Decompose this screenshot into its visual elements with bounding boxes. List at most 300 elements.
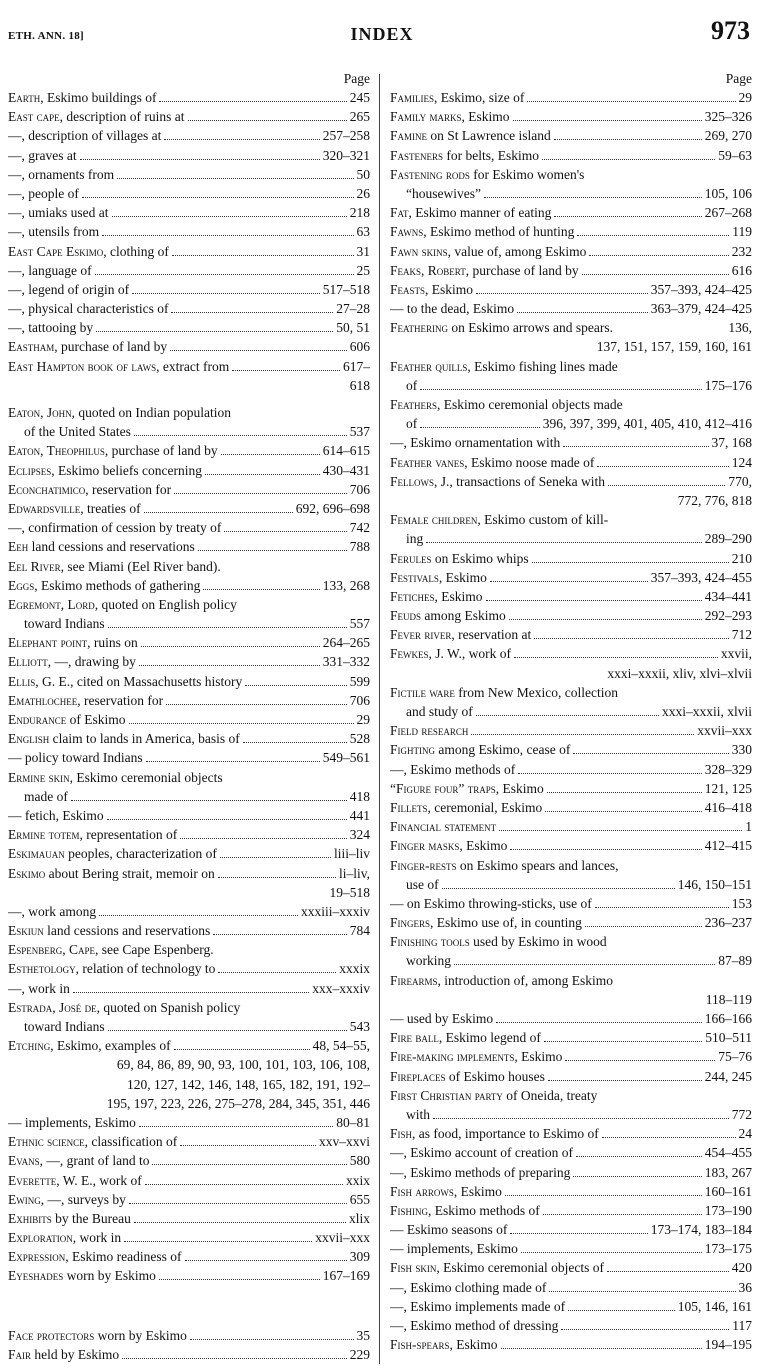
entry-description: among Eskimo, cease of	[435, 742, 571, 758]
entry-description: , as food, importance to Eskimo of	[412, 1126, 599, 1142]
entry-description: worn by Eskimo	[63, 1268, 156, 1284]
entry-heading: First Christian party	[390, 1087, 503, 1103]
dot-leader	[73, 992, 309, 993]
entry-line	[8, 441, 370, 460]
index-entry	[390, 644, 752, 682]
entry-text	[390, 395, 623, 414]
entry-heading: Espenberg, Cape	[8, 942, 96, 958]
entry-description: , clothing of	[103, 243, 169, 259]
entry-heading: Eggs	[8, 577, 35, 593]
entry-line	[8, 318, 370, 337]
entry-text	[8, 165, 114, 184]
index-entry	[8, 280, 370, 299]
dot-leader	[124, 1241, 312, 1242]
entry-text	[390, 894, 592, 913]
entry-text	[390, 126, 551, 145]
page-ref: 528	[349, 731, 370, 747]
entry-description: — implements, Eskimo	[390, 1241, 518, 1257]
entry-line	[390, 1086, 752, 1105]
entry-description: on Eskimo whips	[431, 550, 529, 566]
page-ref: 617–	[343, 358, 370, 374]
page-ref: 420	[731, 1260, 752, 1276]
entry-description: , Eskimo use of, in counting	[430, 915, 582, 931]
entry-description: , Eskimo	[434, 588, 483, 604]
entry-description: , work of	[92, 1172, 142, 1188]
page-ref: 330	[731, 742, 752, 758]
entry-heading: Feathers	[390, 397, 438, 412]
dot-leader	[132, 293, 320, 294]
page-ref: li–liv,	[338, 865, 370, 881]
entry-text	[390, 280, 473, 299]
entry-description: —, Eskimo methods of	[390, 761, 516, 777]
dot-leader	[80, 159, 320, 160]
index-entry	[390, 817, 752, 836]
index-entry	[390, 971, 752, 1009]
page-ref: 357–393, 424–455	[650, 569, 752, 585]
index-entry	[8, 864, 370, 902]
entry-heading: Ellis, G. E.	[8, 673, 71, 689]
entries-left	[8, 88, 370, 1364]
page-column-label: Page	[725, 71, 752, 86]
entry-description: —, legend of origin of	[8, 281, 130, 297]
dot-leader	[171, 312, 333, 313]
index-entry	[390, 395, 752, 433]
entry-heading: Firearms	[390, 972, 438, 988]
entry-text	[390, 433, 560, 452]
entry-text	[390, 721, 468, 740]
entry-text	[8, 729, 240, 748]
entry-heading: Fish	[390, 1126, 413, 1142]
page-header	[0, 0, 764, 60]
entry-description: about Bering strait, memoir on	[45, 865, 215, 881]
entry-heading: Exhibits	[8, 1210, 52, 1226]
entry-line	[8, 126, 370, 145]
entry-line	[8, 729, 370, 748]
entry-text	[390, 625, 531, 644]
dot-leader	[71, 800, 347, 801]
index-entry	[390, 894, 752, 913]
index-entry	[390, 472, 752, 510]
entry-text	[8, 1036, 171, 1055]
entry-text	[390, 1258, 604, 1277]
entry-line	[8, 480, 370, 499]
dot-leader	[198, 550, 347, 551]
entry-heading: Ermine totem	[8, 827, 80, 843]
dot-leader	[245, 685, 347, 686]
entry-text	[8, 979, 70, 998]
page-ref-continuation: 772, 776, 818	[677, 492, 752, 508]
entry-description: , Eskimo	[461, 109, 510, 125]
index-entry	[390, 625, 752, 644]
index-entry	[8, 357, 370, 395]
entry-heading: Eskiun	[8, 923, 44, 939]
dot-leader	[122, 1358, 347, 1359]
index-entry	[390, 453, 752, 472]
page-ref: 59–63	[718, 147, 752, 163]
page-ref: 245	[349, 90, 370, 105]
dot-leader	[607, 1271, 729, 1272]
entry-heading: Financial statement	[390, 819, 497, 835]
entry-text	[390, 107, 510, 126]
entry-heading: Face protectors	[8, 1327, 95, 1343]
page-ref: 136,	[728, 320, 752, 336]
index-entry	[8, 1113, 370, 1132]
dot-leader	[134, 435, 347, 436]
entry-line	[390, 625, 752, 644]
entry-description: of Oneida, treaty	[502, 1087, 598, 1103]
entry-text	[390, 1124, 599, 1143]
index-entry	[8, 1190, 370, 1209]
page-ref: 418	[349, 788, 370, 804]
entry-line	[390, 971, 752, 990]
dot-leader	[146, 761, 320, 762]
entry-description: , quoted on English policy	[94, 596, 237, 612]
dot-leader	[577, 235, 729, 236]
entry-heading: Fat	[390, 205, 409, 221]
entry-heading: Eskimauan	[8, 846, 65, 862]
index-entry	[390, 1124, 752, 1143]
index-entry	[390, 1047, 752, 1066]
index-entry	[8, 203, 370, 222]
entry-line	[390, 1316, 752, 1335]
entry-description: —, people of	[8, 185, 79, 201]
entry-description: , classification of	[84, 1134, 178, 1150]
page-ref: 160–161	[704, 1183, 752, 1199]
entry-description: , Eskimo, examples of	[50, 1038, 171, 1054]
entry-heading: Fighting	[390, 742, 435, 758]
entry-text: of	[406, 416, 418, 432]
entry-description: on Eskimo spears and lances,	[456, 857, 619, 873]
entry-heading: Estrada, José de	[8, 999, 97, 1015]
index-entry	[390, 1028, 752, 1047]
entry-text	[8, 710, 126, 729]
dot-leader	[117, 178, 353, 179]
index-entry	[390, 836, 752, 855]
entry-description: , reservation at	[451, 627, 532, 643]
entry-line	[8, 1036, 370, 1055]
dot-leader	[213, 934, 347, 935]
page-ref: 454–455	[704, 1145, 752, 1161]
entry-line	[8, 261, 370, 280]
entry-text	[390, 1009, 493, 1028]
entry-text	[8, 940, 214, 959]
page-ref: xxvii–xxx	[697, 723, 752, 739]
entry-text: of	[406, 377, 418, 393]
entry-text	[8, 184, 79, 203]
entry-text	[390, 318, 613, 337]
page-ref: 549–561	[322, 750, 370, 766]
page-ref: 706	[349, 692, 370, 708]
entry-continuation	[8, 614, 370, 633]
entry-description: peoples, characterization of	[64, 846, 217, 862]
entry-continuation	[390, 702, 752, 721]
entry-description: —, description of villages at	[8, 128, 162, 144]
entry-description: worn by Eskimo	[94, 1327, 187, 1343]
entry-text	[8, 691, 163, 710]
entry-text	[390, 932, 607, 951]
index-entry	[8, 844, 370, 863]
entry-continuation	[8, 422, 370, 441]
dot-leader	[180, 838, 346, 839]
index-entry	[8, 806, 370, 825]
page-ref: 614–615	[322, 443, 370, 459]
entry-text	[390, 1201, 540, 1220]
entry-heading: Feather vanes	[390, 454, 465, 470]
entry-description: —, utensils from	[8, 224, 100, 240]
entry-text: and study of	[406, 704, 473, 719]
index-entry	[390, 760, 752, 779]
entry-heading: Fish-spears	[390, 1337, 450, 1353]
entry-text	[390, 817, 496, 836]
entry-text	[8, 998, 240, 1017]
index-entry	[390, 146, 752, 165]
dot-leader	[549, 1291, 735, 1292]
page-ref: 48, 54–55,	[312, 1038, 370, 1054]
entry-description: , Eskimo methods of	[428, 1202, 540, 1218]
entry-heading: Feaks, Robert	[390, 262, 466, 278]
index-entry	[8, 1228, 370, 1247]
entry-heading: Eeh	[8, 539, 29, 555]
index-entry	[8, 184, 370, 203]
dot-leader	[232, 370, 340, 371]
index-entry	[390, 606, 752, 625]
entry-line	[390, 203, 752, 222]
entry-description: , work in	[72, 1230, 122, 1246]
index-entry	[8, 902, 370, 921]
entry-heading: Fishing	[390, 1202, 429, 1218]
entry-line	[390, 1278, 752, 1297]
entry-description: , Eskimo buildings of	[40, 90, 157, 105]
entry-description: for belts, Eskimo	[443, 147, 540, 163]
entry-heading: Festivals	[390, 569, 439, 585]
dot-leader	[486, 600, 702, 601]
dot-leader	[174, 1049, 310, 1050]
entry-description: , Eskimo custom of kill-	[477, 512, 609, 528]
page-ref: 770,	[728, 473, 752, 489]
entry-text	[390, 760, 515, 779]
entry-line	[8, 959, 370, 978]
entry-description: — Eskimo seasons of	[390, 1222, 508, 1238]
entry-text: of the United States	[24, 424, 131, 440]
entry-continuation	[390, 875, 752, 894]
page-ref: xxx–xxxiv	[312, 980, 370, 996]
page-ref: 289–290	[704, 531, 752, 547]
entry-continuation	[390, 184, 752, 203]
page-ref: 175–176	[704, 377, 752, 393]
dot-leader	[139, 665, 320, 666]
entry-line	[8, 146, 370, 165]
dot-leader	[185, 1260, 347, 1261]
entry-text	[8, 557, 221, 576]
entry-text	[8, 107, 185, 126]
dot-leader	[509, 619, 702, 620]
entry-line	[8, 403, 370, 422]
index-entry	[390, 1182, 752, 1201]
index-entry	[8, 672, 370, 691]
dot-leader	[129, 1203, 347, 1204]
dot-leader	[582, 274, 729, 275]
entry-text	[390, 587, 483, 606]
page-ref: 510–511	[705, 1030, 752, 1046]
entries-right	[390, 88, 752, 1354]
page-ref: 80–81	[336, 1114, 370, 1130]
entry-text: working	[406, 953, 451, 969]
entry-text	[8, 518, 221, 537]
entry-heading: Eel River	[8, 558, 61, 574]
entry-line	[8, 242, 370, 261]
page-ref: 105, 146, 161	[677, 1298, 752, 1314]
entry-heading: Esthetology	[8, 961, 76, 977]
page-ref: 784	[349, 923, 370, 939]
entry-text	[8, 633, 138, 652]
entry-text	[8, 748, 143, 767]
entry-description: of Eskimo	[66, 712, 126, 727]
page-ref: 153	[731, 895, 752, 911]
index-entry	[390, 568, 752, 587]
entry-text	[8, 88, 156, 107]
entry-line	[390, 1163, 752, 1182]
entry-line	[390, 856, 752, 875]
entry-line	[390, 433, 752, 452]
entry-description: —, tattooing by	[8, 320, 94, 336]
page-ref: 706	[349, 481, 370, 497]
page-ref: 742	[349, 520, 370, 536]
entry-line	[8, 1228, 370, 1247]
page-ref: 37, 168	[711, 435, 752, 451]
index-entry	[8, 261, 370, 280]
index-entry	[8, 461, 370, 480]
index-column-left	[8, 70, 370, 1364]
entry-line	[8, 557, 370, 576]
index-entry	[390, 299, 752, 318]
entry-description: land cessions and reservations	[43, 923, 211, 939]
dot-leader	[527, 101, 735, 102]
dot-leader	[554, 216, 701, 217]
dot-leader	[505, 1195, 702, 1196]
dot-leader	[532, 562, 729, 563]
entry-text	[8, 576, 200, 595]
dot-leader	[108, 627, 347, 628]
entry-line	[390, 242, 752, 261]
page-ref: 35	[356, 1327, 370, 1343]
page-ref-continuation: 137, 151, 157, 159, 160, 161	[596, 339, 752, 355]
entry-description: among Eskimo	[421, 608, 506, 624]
entry-description: used by Eskimo in wood	[469, 934, 607, 950]
dot-leader	[224, 531, 346, 532]
entry-heading: Fire ball	[390, 1030, 439, 1046]
index-entry	[390, 242, 752, 261]
entry-line	[8, 1151, 370, 1170]
entry-heading: Fawn skins	[390, 243, 448, 259]
page-ref: 119	[732, 224, 752, 240]
entry-line	[8, 1190, 370, 1209]
dot-leader	[82, 197, 354, 198]
entry-description: —, Eskimo implements made of	[390, 1298, 566, 1314]
entry-line	[8, 499, 370, 518]
index-entry	[390, 510, 752, 548]
entry-line	[390, 932, 752, 951]
entry-heading: Feathering	[390, 320, 449, 336]
entry-description: —, ornaments from	[8, 166, 115, 182]
entry-line	[390, 644, 752, 663]
page-ref: 183, 267	[704, 1164, 752, 1180]
page-ref: liii–liv	[333, 846, 370, 862]
entry-heading: Fish arrows	[390, 1183, 454, 1199]
entry-text	[390, 242, 586, 261]
entry-text: with	[406, 1106, 431, 1122]
entry-line	[390, 913, 752, 932]
dot-leader	[471, 734, 694, 735]
index-entry	[390, 1201, 752, 1220]
entry-continuation	[8, 1017, 370, 1036]
entry-heading: Fillets	[390, 799, 428, 815]
entry-line	[390, 1297, 752, 1316]
entry-description: for Eskimo women's	[469, 166, 585, 182]
page-ref-continuation: 618	[349, 377, 370, 393]
entry-continuation	[390, 529, 752, 548]
entry-heading: Fever river	[390, 627, 452, 643]
page-ref: 63	[356, 224, 370, 240]
index-entry	[8, 165, 370, 184]
entry-text	[390, 913, 582, 932]
entry-text	[390, 549, 529, 568]
page-ref: 434–441	[704, 588, 752, 604]
dot-leader	[589, 255, 728, 256]
entry-text	[390, 1143, 573, 1162]
entry-description: — policy toward Indians	[8, 750, 143, 766]
entry-text	[8, 1247, 182, 1266]
dot-leader	[99, 915, 298, 916]
entry-text	[390, 1028, 541, 1047]
entry-description: , purchase of land by	[104, 443, 218, 459]
entry-description: —, physical characteristics of	[8, 301, 169, 317]
dot-leader	[510, 849, 701, 850]
entry-line	[390, 740, 752, 759]
entry-text	[390, 1297, 565, 1316]
entry-description: , ruins on	[87, 635, 138, 651]
entry-line	[390, 587, 752, 606]
entry-description: , representation of	[79, 827, 178, 843]
index-entry	[8, 1266, 370, 1285]
index-entry	[390, 1220, 752, 1239]
entry-text	[390, 203, 551, 222]
page-ref-continuation: 69, 84, 86, 89, 90, 93, 100, 101, 103, 106, 108,	[116, 1057, 370, 1073]
page-ref: 712	[731, 627, 752, 643]
page-ref: 537	[349, 424, 370, 440]
dot-leader	[139, 1126, 333, 1127]
entry-description: , Eskimo fishing lines made	[467, 358, 618, 374]
index-entry	[390, 107, 752, 126]
entry-heading: Ermine skin	[8, 769, 70, 785]
entry-description: —, language of	[8, 262, 92, 278]
entry-line	[8, 357, 370, 376]
dot-leader	[602, 1137, 736, 1138]
entry-text	[8, 1209, 131, 1228]
entry-line	[8, 672, 370, 691]
entry-heading: Eyeshades	[8, 1268, 64, 1284]
entry-description: , transactions of Seneka with	[449, 473, 605, 489]
page-ref: 441	[349, 807, 370, 823]
index-entry	[8, 146, 370, 165]
entry-line	[8, 203, 370, 222]
entry-heading: English	[8, 731, 50, 747]
entry-description: , Eskimo ceremonial objects made	[437, 397, 623, 412]
index-entry	[390, 856, 752, 894]
entry-text	[390, 88, 524, 107]
index-entry	[390, 549, 752, 568]
page-ref: 309	[349, 1249, 370, 1265]
page-ref: 328–329	[704, 761, 752, 777]
